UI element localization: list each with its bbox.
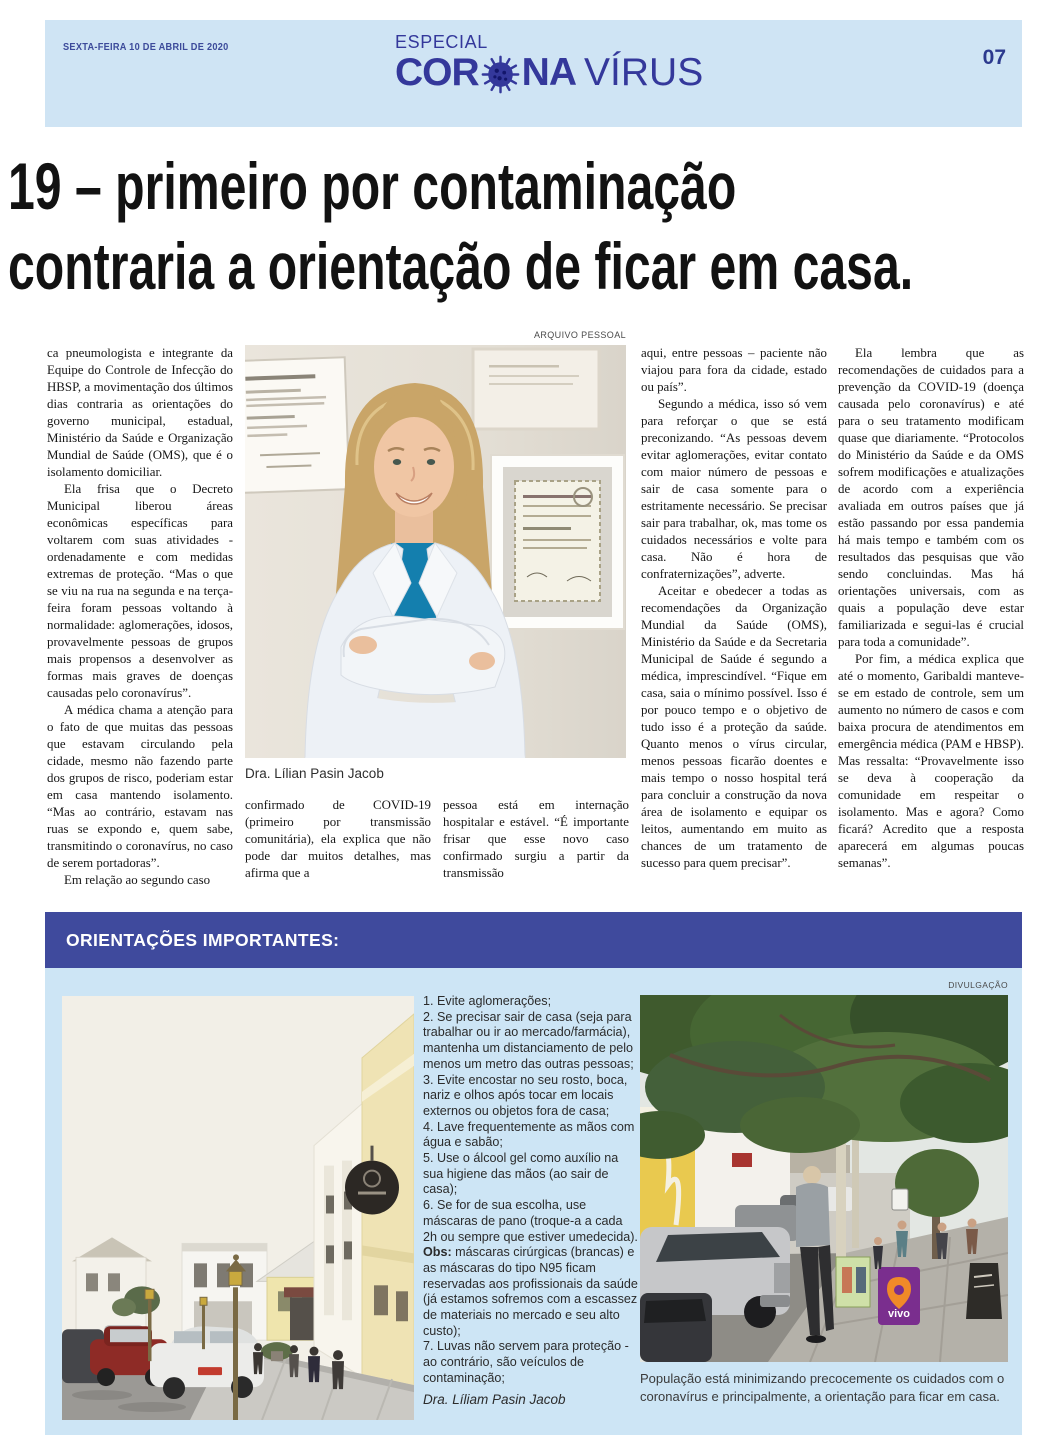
guideline-item: 4. Lave frequentemente as mãos com água e sabão; [423, 1119, 635, 1150]
guideline-item: 2. Se precisar sair de casa (seja para trabalhar ou ir ao mercado/farmácia), mantenha um distanciamento de pelo menos um metro das outras pessoas; [423, 1009, 634, 1071]
paragraph: Aceitar e obedecer a todas as recomendações da Organização Mundial da Saúde (OMS), Ministério da Saúde e da Secretaria Municipal de Saúde é segundo a médica, imprescindível. “Fique em casa, saia o mínimo possível. Isso é por pouco tempo e o objetivo de tudo isso é a proteção da saúde. Quanto menos o vírus circular, menos pessoas ficarão doentes e mais tempo o nosso hospital terá para concluir a construção da nova área de isolamento e equipar os leitos, aumentando em muito as chances de um tratamento de sucesso para quem precisar”. [641, 584, 827, 870]
certificate-frame-right [491, 455, 624, 629]
paragraph: Segundo a médica, isso só vem para reforçar o que se está preconizando. “As pessoas devem evitar aglomerações, evitar contato com maior número de pessoas e sair de casa somente para o estritamente necessário. Se precisar sair para trabalhar, ok, mas tome os cuidados necessários e volte para casa. Não é hora de confraternizações”, adverte. [641, 397, 827, 581]
virus-icon [480, 54, 521, 95]
headline [8, 146, 1058, 306]
obs-label: Obs: [423, 1245, 452, 1260]
page-header-band [45, 20, 1022, 127]
paragraph: Em relação ao segundo caso [64, 873, 211, 887]
guidelines-signature: Dra. Líliam Pasin Jacob [423, 1392, 566, 1407]
street-photo-caption: População está minimizando precocemente os cuidados com o coronavírus e principalmente, a orientação para ficar em casa. [640, 1371, 1005, 1404]
page-number: 07 [982, 46, 1006, 69]
guidelines-list [423, 994, 640, 1387]
certificate-frame-top-right [473, 349, 599, 429]
page-date: SEXTA-FEIRA 10 DE ABRIL DE 2020 [63, 42, 229, 53]
article-column-1 [47, 345, 233, 892]
chalkboard-sign [966, 1263, 1002, 1319]
paragraph: ca pneumologista e integrante da Equipe do Controle de Infecção do HBSP, a movimentação dos últimos dias contraria as orientações do governo municipal, estadual, Ministério da Saúde e Organização Mundial de Saúde (OMS), que é o isolamento domiciliar. [47, 346, 233, 479]
vivo-sign [878, 1267, 920, 1325]
guideline-item: 3. Evite encostar no seu rosto, boca, nariz e olhos após tocar em locais externos ou objetos fora de casa; [423, 1072, 628, 1118]
logo-corona-left: COR [395, 51, 479, 94]
guideline-item: 7. Luvas não servem para proteção - ao contrário, são veículos de contaminação; [423, 1339, 629, 1385]
article-column-2 [245, 797, 431, 887]
headline-line1: 19 – primeiro por contaminação [8, 149, 737, 223]
doctor-photo-credit: ARQUIVO PESSOAL [533, 330, 626, 340]
headline-line2: contraria a orientação de ficar em casa. [8, 229, 914, 303]
guideline-item: 5. Use o álcool gel como auxílio na sua higiene das mãos (ao sair de casa); [423, 1151, 619, 1197]
paragraph: pessoa está em internação hospitalar e estável. “É importante frisar que esse novo caso confirmado surgiu a partir da transmissão [443, 798, 629, 880]
street-photo-right [640, 995, 1008, 1362]
vivo-sign-text: vivo [887, 1308, 911, 1320]
certificate-frame-left [245, 357, 349, 493]
paragraph: Ela frisa que o Decreto Municipal liberou áreas econômicas específicas para voltarem com suas atividades - ordenadamente e com medidas extremas de proteção. “Mas o que se viu na rua na segunda e na terça-feira foram pessoas voltando à normalidade: aglomerações, idosos, provavelmente pessoas de grupos mais propensos a desenvolver as formas mais graves de doenças causadas pelo coronavírus”. [47, 482, 233, 700]
guidelines-header: ORIENTAÇÕES IMPORTANTES: [45, 912, 1022, 968]
obs-text: máscaras cirúrgicas (brancas) e as máscaras do tipo N95 ficam reservadas aos profissionais da saúde (já estamos sofremos com a escassez de materiais no mercado e seu alto custo); [423, 1245, 638, 1338]
paragraph: aqui, entre pessoas – paciente não viajou para fora da cidade, estado ou país”. [641, 346, 827, 394]
logo-corona-right: NA [521, 51, 577, 94]
doctor-photo [245, 345, 626, 758]
paragraph: Por fim, a médica explica que até o momento, Garibaldi manteve-se em estado de controle, sem um aumento no número de casos e com baixa procura de atendimentos em emergência médica (PAM e HBSP). Mas ressalta: “Provavelmente isso se deva à cooperação da comunidade em respeitar o isolamento. Mas e agora? Como ficará? Acredito que a resposta aparecerá em algumas poucas semanas”. [838, 652, 1024, 870]
guideline-obs [423, 1245, 640, 1339]
paragraph: A médica chama a atenção para o fato de que muitas das pessoas que estavam circulando pela cidade, mesmo não fazendo parte dos grupos de risco, poderiam estar em casa mantendo isolamento. “Mas ao contrário, estavam nas ruas se expondo e, quem sabe, transmitindo o coronavírus, no caso de serem portadoras”. [47, 703, 233, 870]
paragraph: Ela lembra que as recomendações de cuidados para a prevenção da COVID-19 (doença causada pelo coronavírus) e até para o seu tratamento modificam quase que diariamente. “Protocolos do Ministério da Saúde e da OMS sofrem modificações e atualizações de acordo com a experiência avaliada em outros países que já estão passando por essa pandemia há mais tempo e também com os resultados das pesquisas que vão sendo concluindas. Mas há orientações universais, com as quais a população deve estar familiarizada e segui-las é crucial para toda a comunidade”. [838, 346, 1024, 649]
article-column-3 [443, 797, 629, 887]
doctor-photo-caption: Dra. Lílian Pasin Jacob [245, 766, 384, 781]
article-column-4 [641, 345, 827, 892]
logo-kicker: ESPECIAL [395, 32, 488, 52]
tree-canopy [640, 995, 1008, 1159]
street-photo-credit: DIVULGAÇÃO [948, 980, 1008, 990]
article-column-5 [838, 345, 1024, 892]
coronavirus-logo [395, 32, 703, 95]
logo-virus-word: VÍRUS [584, 51, 704, 94]
street-photo-left [62, 996, 414, 1420]
guideline-item: 6. Se for de sua escolha, use máscaras de pano (troque-a a cada 2h ou sempre que estiver umedecida). [423, 1198, 638, 1244]
paragraph: confirmado de COVID-19 (primeiro por transmissão comunitária), ela explica que não pode dar muitos detalhes, mas afirma que a [245, 798, 431, 880]
logo-title [395, 51, 703, 95]
round-shop-sign [345, 1161, 399, 1215]
guideline-item: 1. Evite aglomerações; [423, 994, 552, 1008]
